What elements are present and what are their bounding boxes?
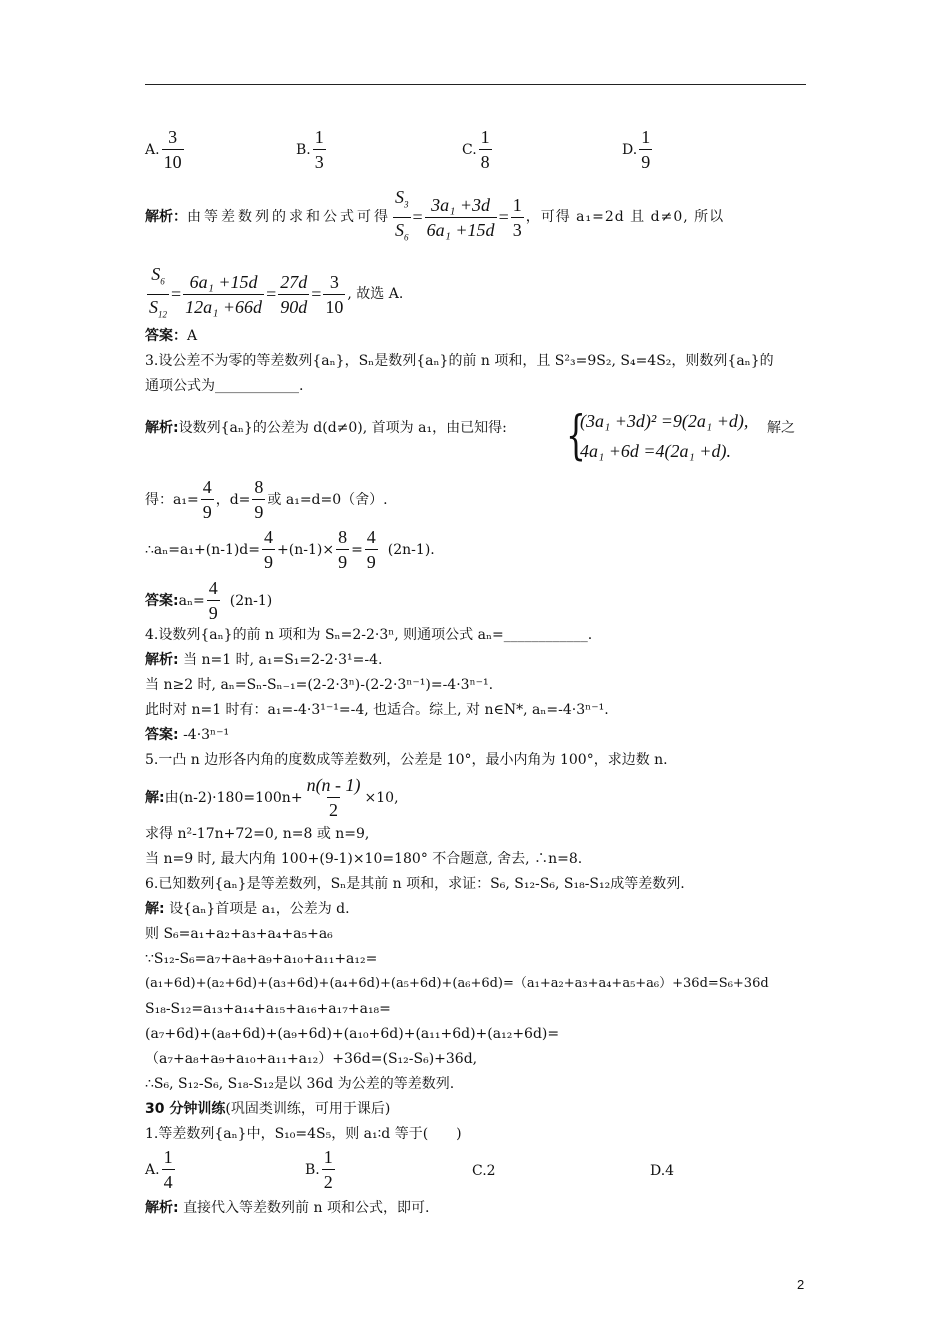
t1-option-d: D.4 [650, 1163, 675, 1179]
header-rule [145, 84, 806, 85]
q3-stem-2: 通项公式为____________. [145, 378, 304, 394]
q3-solution-intro: 解析:设数列{aₙ}的公差为 d(d≠0), 首项为 a₁，由已知得: [145, 420, 507, 436]
equation-system: { (3a₁ +3d)² =9(2a₁ +d), 4a₁ +6d =4(2a₁ +d). [566, 406, 749, 466]
q3-answer: 答案: aₙ= $\frac{4}{9}$ (2n-1) [145, 578, 273, 623]
q4-line1: 解析: 当 n=1 时, a₁=S₁=2-2·3¹=-4. [145, 652, 383, 668]
q2-solution-line1: 解析： 由等差数列的求和公式可得 $\frac{S_3}{S_6}$ = $\frac{\text{3a₁ +3d}}{\text{6a₁ +15d}}$ = $\frac{1}{3}$ ，可得 a₁=2d 且 d≠0, 所以 [145, 186, 724, 248]
t1-solution: 解析: 直接代入等差数列前 n 项和公式，即可. [145, 1200, 430, 1216]
t1-stem: 1.等差数列{aₙ}中，S₁₀=4S₅，则 a₁∶d 等于( ) [145, 1126, 462, 1142]
q4-line2: 当 n≥2 时, aₙ=Sₙ-Sₙ₋₁=(2-2·3ⁿ)-(2-2·3ⁿ⁻¹)=-4·3ⁿ⁻¹. [145, 677, 494, 693]
option-d: D. $\frac{1}{9}$ [622, 127, 651, 172]
q3-stem: 3.设公差不为零的等差数列{aₙ}，Sₙ是数列{aₙ}的前 n 项和，且 S²₃=9S₂, S₄=4S₂，则数列{aₙ}的 [145, 353, 774, 369]
q5-stem: 5.一凸 n 边形各内角的度数成等差数列，公差是 10°，最小内角为 100°，求边数 n. [145, 752, 668, 768]
q5-line2: 求得 n²-17n+72=0, n=8 或 n=9, [145, 826, 370, 842]
q6-line4: (a₁+6d)+(a₂+6d)+(a₃+6d)+(a₄+6d)+(a₅+6d)+(a₆+6d)=（a₁+a₂+a₃+a₄+a₅+a₆）+36d=S₆+36d [145, 976, 769, 991]
option-b: B. $\frac{1}{3}$ [296, 127, 324, 172]
q5-line3: 当 n=9 时, 最大内角 100+(9-1)×10=180° 不合题意, 舍去, ∴n=8. [145, 851, 583, 867]
q6-line7: （a₇+a₈+a₉+a₁₀+a₁₁+a₁₂）+36d=(S₁₂-S₆)+36d, [145, 1051, 478, 1067]
q6-line1: 解: 设{aₙ}首项是 a₁，公差为 d. [145, 901, 350, 917]
option-a: A. $\frac{3}{10}$ [145, 127, 182, 172]
option-c: C. $\frac{1}{8}$ [462, 127, 490, 172]
q4-line3: 此时对 n=1 时有：a₁=-4·3¹⁻¹=-4, 也适合。综上, 对 n∈N*, aₙ=-4·3ⁿ⁻¹. [145, 702, 609, 718]
q2-solution-line2: $\frac{S_6}{S_{12}}$ = $\frac{\text{6a₁ +15d}}{\text{12a₁ +66d}}$ = $\frac{27d}{90d}$ = $\frac{3}{10}$ , 故选 A. [145, 263, 403, 325]
q6-line6: (a₇+6d)+(a₈+6d)+(a₉+6d)+(a₁₀+6d)+(a₁₁+6d)+(a₁₂+6d)= [145, 1026, 560, 1042]
q3-result-line: 得：a₁= $\frac{4}{9}$ ，d= $\frac{8}{9}$ 或 a₁=d=0（舍）. [145, 477, 388, 522]
q6-line5: S₁₈-S₁₂=a₁₃+a₁₄+a₁₅+a₁₆+a₁₇+a₁₈= [145, 1001, 391, 1017]
section-heading: 30 分钟训练(巩固类训练，可用于课后) [145, 1101, 391, 1117]
q6-stem: 6.已知数列{aₙ}是等差数列，Sₙ是其前 n 项和，求证：S₆, S₁₂-S₆, S₁₈-S₁₂成等差数列. [145, 876, 685, 892]
q4-stem: 4.设数列{aₙ}的前 n 项和为 Sₙ=2-2·3ⁿ, 则通项公式 aₙ=____________. [145, 627, 593, 643]
page-number: 2 [797, 1277, 805, 1292]
q6-line8: ∴S₆, S₁₂-S₆, S₁₈-S₁₂是以 36d 为公差的等差数列. [145, 1076, 455, 1092]
q6-line3: ∵S₁₂-S₆=a₇+a₈+a₉+a₁₀+a₁₁+a₁₂= [145, 951, 378, 967]
q3-jiezhi: 解之 [767, 420, 795, 436]
t1-option-c: C.2 [472, 1163, 496, 1179]
q2-answer: 答案：A [145, 328, 198, 344]
q4-answer: 答案: -4·3ⁿ⁻¹ [145, 727, 230, 743]
q6-line2: 则 S₆=a₁+a₂+a₃+a₄+a₅+a₆ [145, 926, 333, 942]
q3-an-line: ∴aₙ=a₁+(n-1)d= $\frac{4}{9}$ +(n-1)× $\frac{8}{9}$ = $\frac{4}{9}$ (2n-1). [145, 527, 435, 572]
t1-option-b: B. $\frac{1}{2}$ [305, 1147, 333, 1192]
q5-solution: 解: 由(n-2)·180=100n+ $\frac{n(n - 1)}{2}$ ×10, [145, 775, 399, 820]
t1-option-a: A. $\frac{1}{4}$ [145, 1147, 173, 1192]
